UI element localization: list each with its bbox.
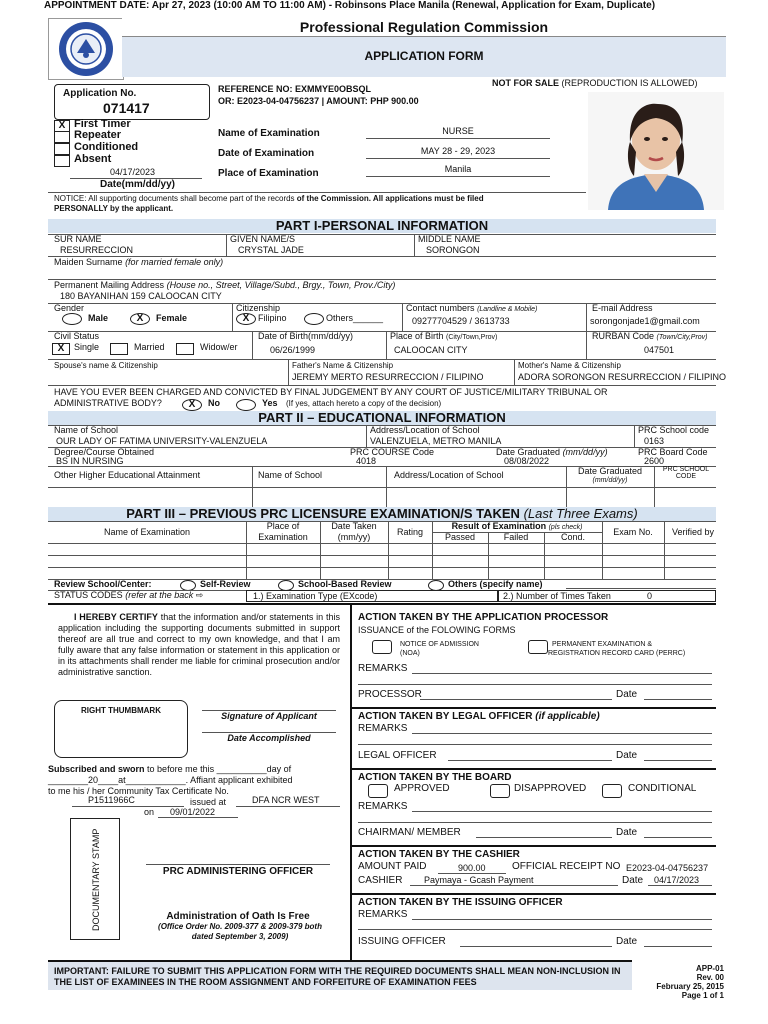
chairman-label: CHAIRMAN/ MEMBER <box>358 827 461 838</box>
exam-name: NURSE <box>442 126 474 136</box>
divider-thick <box>48 603 716 605</box>
first-timer-label: First Timer <box>74 118 131 130</box>
citizenship-label: Citizenship <box>236 303 281 313</box>
cert-lead: I HEREBY CERTIFY <box>74 612 158 622</box>
board-date-label: Date <box>616 827 638 838</box>
given-name-label: GIVEN NAME/S <box>230 234 296 244</box>
charged-yes-label: Yes <box>262 398 278 408</box>
part2-header <box>48 411 716 425</box>
contact-note: (Landline & Mobile) <box>477 306 538 313</box>
official-receipt: E2023-04-04756237 <box>626 863 709 873</box>
official-receipt-label: OFFICIAL RECEIPT NO <box>512 861 621 872</box>
col-cond: Cond. <box>560 532 586 542</box>
other-address-label: Address/Location of School <box>394 470 504 480</box>
application-number: 071417 <box>103 100 150 116</box>
legal-date-label: Date <box>616 750 638 761</box>
address-label-text: Permanent Mailing Address <box>54 280 165 290</box>
part2-title: PART II – EDUCATIONAL INFORMATION <box>258 410 506 425</box>
self-review-label: Self-Review <box>200 579 251 589</box>
sworn-line-2: ________20____at____________. Affiant applicant exhibited <box>48 775 293 785</box>
radio-filipino[interactable] <box>236 313 256 325</box>
col-failed: Failed <box>503 532 529 542</box>
col-verified: Verified by <box>671 527 715 537</box>
email-address: sorongonjade1@gmail.com <box>590 316 700 326</box>
school-code-label: PRC School code <box>638 425 710 435</box>
conditioned-label: Conditioned <box>74 141 139 153</box>
disapproved-label: DISAPPROVED <box>514 783 587 794</box>
charged-no-label: No <box>208 398 220 408</box>
others-citizenship-label: Others______ <box>326 313 384 323</box>
middle-name: SORONGON <box>426 245 480 255</box>
issuing-officer-label: ISSUING OFFICER <box>358 936 446 947</box>
mother-label: Mother's Name & Citizenship <box>518 361 621 370</box>
prc-seal <box>48 18 124 80</box>
school-address-label: Address/Location of School <box>370 425 480 435</box>
grad-note: (mm/dd/yy) <box>562 447 608 457</box>
maiden-surname-label <box>54 257 223 267</box>
exam-type-label: 1.) Examination Type (EXcode) <box>253 591 378 601</box>
oath-note: (Office Order No. 2009-377 & 2009-379 both dated September 3, 2009) <box>158 922 322 941</box>
documentary-stamp-box <box>70 818 120 940</box>
arrow-right-icon: ⇨ <box>195 590 204 600</box>
checkbox-repeater[interactable] <box>54 131 70 143</box>
school-label: Name of School <box>54 425 119 435</box>
application-date-label: Date(mm/dd/yy) <box>100 179 176 190</box>
civil-status-label: Civil Status <box>54 331 100 341</box>
conditional-label: CONDITIONAL <box>628 783 697 794</box>
board-remarks-label: REMARKS <box>358 801 408 812</box>
date-accomplished-label: Date Accomplished <box>227 733 311 743</box>
status-codes-label <box>54 590 203 601</box>
footer-important: IMPORTANT: FAILURE TO SUBMIT THIS APPLICATION FORM WITH THE REQUIRED DOCUMENTS SHALL MEAN NON-INCLUSION IN THE LIST OF EXAMINEES IN THE ROOM ASSIGNMENT AND FORFEITURE OF EXAMINATION FEES <box>54 966 621 987</box>
perrc-label-2: REGISTRATION RECORD CARD (PERRC) <box>548 650 686 657</box>
col-date: Date Taken (mm/yy) <box>331 521 377 542</box>
sworn-lead: Subscribed and sworn <box>48 764 145 774</box>
reproduction-note: (REPRODUCTION IS ALLOWED) <box>561 78 698 88</box>
col-place: Place of Examination <box>258 521 308 542</box>
status-note: (refer at the back <box>125 590 194 600</box>
issuance-label: ISSUANCE of the FOLOWING FORMS <box>358 625 516 635</box>
single-label: Single <box>74 342 100 352</box>
father-label: Father's Name & Citizenship <box>292 361 394 370</box>
other-school-label: Name of School <box>258 470 323 480</box>
date-of-birth: 06/26/1999 <box>270 345 316 355</box>
processor-label: PROCESSOR <box>358 689 422 700</box>
female-label: Female <box>156 313 188 323</box>
amount-paid: 900.00 <box>458 863 486 873</box>
not-for-sale-label: NOT FOR SALE <box>492 78 559 88</box>
charged-yes-note: (If yes, attach hereto a copy of the decision) <box>286 399 442 408</box>
processor-date-label: Date <box>616 689 638 700</box>
reference-number: REFERENCE NO: EXMMYE0OBSQL <box>218 84 372 94</box>
grad-date: 08/08/2022 <box>504 456 550 466</box>
cashier-date-label: Date <box>622 875 644 886</box>
appointment-line: APPOINTMENT DATE: Apr 27, 2023 (10:00 AM TO 11:00 AM) - Robinsons Place Manila (Renewal, Application for Exam, Duplicate) <box>44 0 656 11</box>
form-page: Page 1 of 1 <box>681 991 724 1000</box>
address-label <box>54 280 395 290</box>
other-education-label: Other Higher Educational Attainment <box>54 470 201 480</box>
review-label: Review School/Center: <box>54 579 152 589</box>
col-exam-no: Exam No. <box>613 527 653 537</box>
documentary-stamp-label: DOCUMENTARY STAMP <box>91 828 101 931</box>
issuing-date-label: Date <box>616 936 638 947</box>
board-code: 2600 <box>644 456 665 466</box>
grad-label-text: Date Graduated <box>496 447 561 457</box>
amount-paid-label: AMOUNT PAID <box>358 861 427 872</box>
certification-text <box>58 612 340 678</box>
part3-title: PART III – PREVIOUS PRC LICENSURE EXAMINATION/S TAKEN <box>126 506 520 521</box>
legal-note: (if applicable) <box>535 711 600 722</box>
contact-label-text: Contact numbers <box>406 303 475 313</box>
filipino-label: Filipino <box>258 313 287 323</box>
issued-at-label: issued at <box>190 797 227 807</box>
form-code: APP-01 <box>695 964 724 973</box>
contact-label <box>406 303 537 313</box>
course-code: 4018 <box>356 456 377 466</box>
sworn-line-1 <box>48 764 291 774</box>
radio-female[interactable] <box>130 313 150 325</box>
female-mark: X <box>136 313 144 324</box>
part3-title-note: (Last Three Exams) <box>523 506 638 521</box>
pob-label <box>390 331 497 341</box>
cashier-date: 04/17/2023 <box>654 875 700 885</box>
issuing-remarks-label: REMARKS <box>358 909 408 920</box>
maiden-note: (for married female only) <box>125 257 224 267</box>
times-taken-label: 2.) Number of Times Taken <box>503 591 611 601</box>
exam-type-box <box>246 590 498 602</box>
issuing-title: ACTION TAKEN BY THE ISSUING OFFICER <box>358 897 563 908</box>
col-exam-name: Name of Examination <box>103 527 191 537</box>
mailing-address: 180 BAYANIHAN 159 CALOOCAN CITY <box>60 291 222 301</box>
repeater-label: Repeater <box>74 129 122 141</box>
radio-charged-yes[interactable] <box>236 399 256 411</box>
exam-date: MAY 28 - 29, 2023 <box>420 146 496 156</box>
notice-normal: NOTICE: All supporting documents shall become part of the records <box>54 194 297 203</box>
on-label: on <box>144 807 155 817</box>
sworn-text-1: to before me this __________day of <box>147 764 292 774</box>
male-label: Male <box>88 313 109 323</box>
application-number-box <box>54 84 210 120</box>
form-title: APPLICATION FORM <box>364 49 484 63</box>
address-note: (House no., Street, Village/Subd., Brgy., Town, Prov./City) <box>166 280 396 290</box>
single-mark: X <box>57 343 65 354</box>
married-label: Married <box>134 342 165 352</box>
course-code-label: PRC COURSE Code <box>350 447 435 457</box>
ctc-number: P1511966C <box>88 795 135 805</box>
cashier-title: ACTION TAKEN BY THE CASHIER <box>358 849 520 860</box>
maiden-label: Maiden Surname <box>54 257 123 267</box>
pob-note: (City/Town,Prov) <box>446 334 498 341</box>
school-review-label: School-Based Review <box>298 579 392 589</box>
seal-icon <box>49 19 123 79</box>
exam-name-label: Name of Examination <box>218 128 320 139</box>
approved-label: APPROVED <box>394 783 450 794</box>
middle-name-label: MIDDLE NAME <box>418 234 481 244</box>
part3-header <box>48 507 716 521</box>
radio-male[interactable] <box>62 313 82 325</box>
form-date: February 25, 2015 <box>656 982 724 991</box>
part1-header <box>48 219 716 233</box>
org-name: Professional Regulation Commission <box>299 19 549 35</box>
processor-title: ACTION TAKEN BY THE APPLICATION PROCESSOR <box>358 612 609 623</box>
legal-title-text: ACTION TAKEN BY LEGAL OFFICER <box>358 711 533 722</box>
checkbox-conditioned[interactable] <box>54 143 70 155</box>
board-title: ACTION TAKEN BY THE BOARD <box>358 772 512 783</box>
header-title-bar <box>122 37 726 77</box>
col-passed: Passed <box>444 532 476 542</box>
other-prc-school-code-label: PRC SCHOOL CODE <box>662 466 710 480</box>
sworn-line-3: to me his / her Community Tax Certificate No. <box>48 786 229 796</box>
legal-title <box>358 711 600 722</box>
part1-title: PART I-PERSONAL INFORMATION <box>275 218 489 233</box>
radio-charged-no[interactable] <box>182 399 202 411</box>
checkbox-noa[interactable] <box>372 640 392 654</box>
footer-important-box <box>48 960 632 990</box>
degree-label: Degree/Course Obtained <box>54 447 155 457</box>
other-grad-label: Date Graduated <box>577 466 643 476</box>
times-taken-value: 0 <box>647 591 653 601</box>
charged-question-2: ADMINISTRATIVE BODY? <box>54 398 162 408</box>
noa-label: NOTICE OF ADMISSION <box>400 641 479 648</box>
others-review-label: Others (specify name) <box>448 579 543 589</box>
cashier-label: CASHIER <box>358 875 403 886</box>
cashier-name: Paymaya - Gcash Payment <box>424 875 534 885</box>
surname-label: SUR NAME <box>54 234 102 244</box>
rurban-label <box>592 331 708 341</box>
notice-bold: of the Commission. All applications must be filed PERSONALLY by the applicant. <box>54 194 484 213</box>
checkbox-conditional[interactable] <box>602 784 622 798</box>
col-rating: Rating <box>396 527 423 537</box>
legal-remarks-label: REMARKS <box>358 723 408 734</box>
oath-free-label: Administration of Oath Is Free <box>166 911 310 922</box>
charged-question: HAVE YOU EVER BEEN CHARGED AND CONVICTED BY FINAL JUDGEMENT BY ANY COURT OF JUSTICE/MILITARY TRIBUNAL OR <box>54 387 608 397</box>
dob-label: Date of Birth(mm/dd/yy) <box>258 331 354 341</box>
applicant-portrait-icon <box>588 92 724 210</box>
signature-label: Signature of Applicant <box>221 711 317 721</box>
exam-place: Manila <box>444 164 472 174</box>
col-result-label: Result of Examination <box>451 521 547 531</box>
times-taken-box <box>498 590 716 602</box>
on-date: 09/01/2022 <box>170 807 216 817</box>
contact-numbers: 09277704529 / 3613733 <box>412 316 510 326</box>
part3-title-wrap <box>48 507 716 521</box>
thumbmark-label: RIGHT THUMBMARK <box>81 706 161 715</box>
thumbmark-box <box>54 700 188 758</box>
checkbox-approved[interactable] <box>368 784 388 798</box>
father-name: JEREMY MERTO RESURRECCION / FILIPINO <box>292 372 484 382</box>
rurban-label-text: RURBAN Code <box>592 331 655 341</box>
filipino-mark: X <box>242 313 250 324</box>
status-label-text: STATUS CODES <box>54 590 123 600</box>
header-org-bar <box>122 18 726 37</box>
widow-label: Widow/er <box>200 342 238 352</box>
rurban-code: 047501 <box>644 345 675 355</box>
surname: RESURRECCION <box>60 245 134 255</box>
exam-place-label: Place of Examination <box>218 168 319 179</box>
place-of-birth: CALOOCAN CITY <box>394 345 468 355</box>
school-code: 0163 <box>644 436 665 446</box>
spouse-label: Spouse's name & Citizenship <box>54 361 158 370</box>
applicant-photo <box>588 92 724 210</box>
charged-no-mark: X <box>188 399 196 410</box>
legal-officer-label: LEGAL OFFICER <box>358 750 437 761</box>
checkbox-disapproved[interactable] <box>490 784 510 798</box>
processor-remarks-label: REMARKS <box>358 663 408 674</box>
pob-label-text: Place of Birth <box>390 331 444 341</box>
col-result-note: (pls check) <box>548 524 583 531</box>
not-for-sale <box>492 78 698 88</box>
other-grad-note: (mm/dd/yy) <box>592 477 628 484</box>
radio-others-citizenship[interactable] <box>304 313 324 325</box>
or-amount: OR: E2023-04-04756237 | AMOUNT: PHP 900.00 <box>218 96 419 106</box>
given-name: CRYSTAL JADE <box>238 245 304 255</box>
application-date: 04/17/2023 <box>110 167 156 177</box>
noa-note: (NOA) <box>400 650 420 657</box>
checkbox-widow[interactable] <box>176 343 194 355</box>
absent-label: Absent <box>74 153 112 165</box>
school-address: VALENZUELA, METRO MANILA <box>370 436 502 446</box>
email-label: E-mail Address <box>592 303 653 313</box>
exam-date-label: Date of Examination <box>218 148 315 159</box>
checkbox-absent[interactable] <box>54 155 70 167</box>
board-code-label: PRC Board Code <box>638 447 708 457</box>
administering-officer-label: PRC ADMINISTERING OFFICER <box>162 866 314 877</box>
perrc-label: PERMANENT EXAMINATION & <box>552 641 653 648</box>
gender-label: Gender <box>54 303 85 313</box>
notice-text <box>54 194 534 214</box>
degree: BS IN NURSING <box>56 456 124 466</box>
application-number-label: Application No. <box>63 88 137 99</box>
form-rev: Rev. 00 <box>696 973 724 982</box>
mother-name: ADORA SORONGON RESURRECCION / FILIPINO <box>518 372 727 382</box>
issued-at: DFA NCR WEST <box>252 795 320 805</box>
first-timer-mark: X <box>58 120 66 131</box>
checkbox-married[interactable] <box>110 343 128 355</box>
cert-body: that the information and/or statements in this application including the supporting documents submitted in support thereof are all true and correct to my own knowledge, and that I am fully aware that any false information or statement in this application or in its attachments shall render me liable for criminal prosecution and/or administrative sanction. <box>58 612 340 677</box>
rurban-note: (Town/City,Prov) <box>656 334 708 341</box>
school-name: OUR LADY OF FATIMA UNIVERSITY-VALENZUELA <box>56 436 268 446</box>
col-result <box>432 521 602 531</box>
checkbox-single[interactable] <box>52 343 70 355</box>
checkbox-perrc[interactable] <box>528 640 548 654</box>
